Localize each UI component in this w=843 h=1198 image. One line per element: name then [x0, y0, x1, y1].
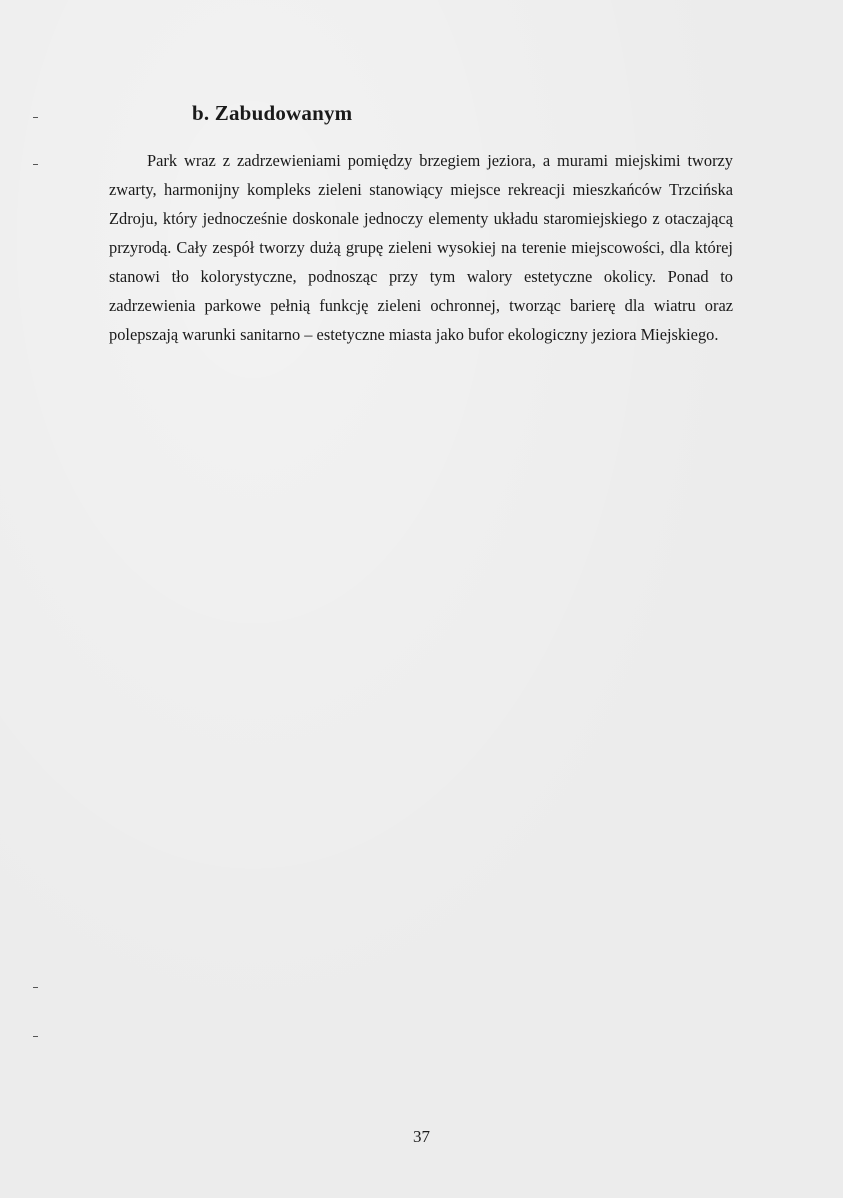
margin-mark: [33, 1036, 38, 1037]
margin-mark: [33, 164, 38, 165]
margin-mark: [33, 117, 38, 118]
section-heading: b. Zabudowanym: [192, 101, 353, 125]
margin-mark: [33, 987, 38, 988]
body-paragraph: Park wraz z zadrzewieniami pomiędzy brzegiem jeziora, a murami miejskimi tworzy zwarty, harmonijny kompleks zieleni stanowiący miejsce rekreacji mieszkańców Trzcińska Zdroju, który jednocześnie doskonale jednoczy elementy układu staromiejskiego z otaczającą przyrodą. Cały zespół tworzy dużą grupę zieleni wysokiej na terenie miejscowości, dla której stanowi tło kolorystyczne, podnosząc przy tym walory estetyczne okolicy. Ponad to zadrzewienia parkowe pełnią funkcję zieleni ochronnej, tworząc barierę dla wiatru oraz polepszają warunki sanitarno – estetyczne miasta jako bufor ekologiczny jeziora Miejskiego.: [109, 151, 733, 344]
page-number: 37: [413, 1127, 430, 1146]
